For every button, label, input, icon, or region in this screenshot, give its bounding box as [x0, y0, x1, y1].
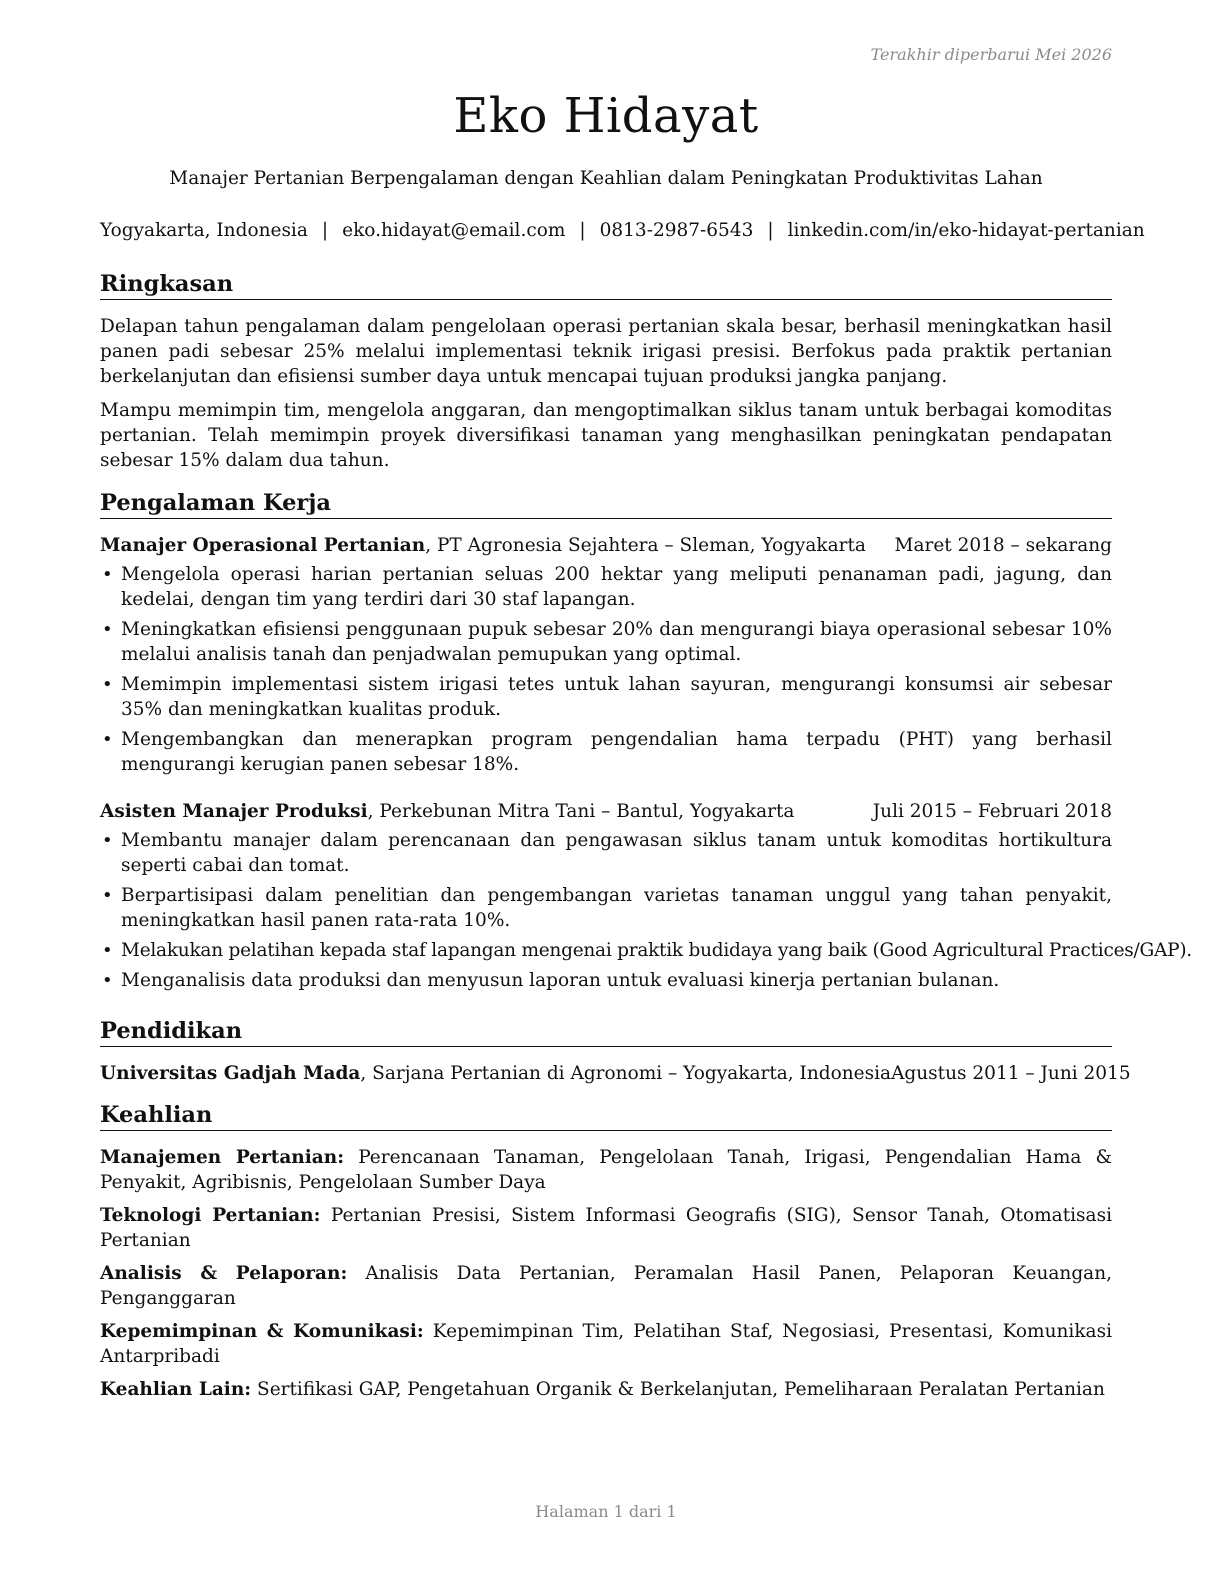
job-bullet — [100, 727, 1112, 777]
bullet-icon: • — [102, 619, 113, 640]
job-organization: , PT Agronesia Sejahtera – Sleman, Yogyakarta — [425, 535, 866, 556]
bullet-icon: • — [102, 970, 113, 991]
job-bullets — [100, 828, 1192, 993]
job-bullet — [100, 968, 1112, 993]
contact-location: Yogyakarta, Indonesia — [100, 220, 308, 241]
bullet-text: Melakukan pelatihan kepada staf lapangan mengenai praktik budidaya yang baik (Good Agricultural Practices/GAP). — [121, 940, 1192, 961]
job-organization: , Perkebunan Mitra Tani – Bantul, Yogyakarta — [367, 801, 795, 822]
job-role: Asisten Manajer Produksi — [100, 801, 368, 822]
bullet-icon: • — [102, 940, 113, 961]
resume-page — [100, 0, 1192, 1584]
skill-row — [100, 1377, 1112, 1402]
contact-email[interactable]: eko.hidayat@email.com — [342, 220, 566, 241]
contact-separator: | — [579, 220, 586, 241]
bullet-text: Menganalisis data produksi dan menyusun laporan untuk evaluasi kinerja pertanian bulanan. — [121, 970, 1000, 991]
section-title-summary: Ringkasan — [100, 271, 1112, 300]
job-role: Manajer Operasional Pertanian — [100, 535, 426, 556]
skill-label: Teknologi Pertanian: — [100, 1205, 321, 1226]
bullet-icon: • — [102, 830, 113, 851]
education-degree: , Sarjana Pertanian di Agronomi – Yogyakarta, Indonesia — [360, 1063, 892, 1084]
contact-separator: | — [767, 220, 774, 241]
skill-value: Sertifikasi GAP, Pengetahuan Organik & Berkelanjutan, Pemeliharaan Peralatan Pertanian — [257, 1379, 1105, 1400]
skill-row — [100, 1203, 1112, 1253]
bullet-text: Meningkatkan efisiensi penggunaan pupuk sebesar 20% dan mengurangi biaya operasional sebesar 10% melalui analisis tanah dan penjadwalan pemupukan yang optimal. — [121, 619, 1112, 665]
job-header — [100, 533, 1112, 558]
job-bullet — [100, 562, 1112, 612]
bullet-text: Mengelola operasi harian pertanian seluas 200 hektar yang meliputi penanaman padi, jagung, dan kedelai, dengan tim yang terdiri dari 30 staf lapangan. — [121, 564, 1112, 610]
education-section — [100, 1018, 1131, 1090]
job-bullet — [100, 883, 1112, 933]
section-title-education: Pendidikan — [100, 1018, 1112, 1047]
candidate-name: Eko Hidayat — [453, 88, 759, 144]
contact-linkedin[interactable]: linkedin.com/in/eko-hidayat-pertanian — [787, 220, 1145, 241]
job-dates: Maret 2018 – sekarang — [894, 535, 1112, 556]
job-dates: Juli 2015 – Februari 2018 — [872, 801, 1112, 822]
bullet-icon: • — [102, 885, 113, 906]
job-header — [100, 799, 1112, 824]
contact-phone: 0813-2987-6543 — [599, 220, 754, 241]
bullet-text: Berpartisipasi dalam penelitian dan pengembangan varietas tanaman unggul yang tahan penyakit, meningkatkan hasil panen rata-rata 10%. — [121, 885, 1112, 931]
job-bullet — [100, 617, 1112, 667]
skill-row — [100, 1261, 1112, 1311]
bullet-text: Memimpin implementasi sistem irigasi tetes untuk lahan sayuran, mengurangi konsumsi air sebesar 35% dan meningkatkan kualitas produk. — [121, 674, 1112, 720]
education-entry — [100, 1061, 1131, 1086]
bullet-text: Membantu manajer dalam perencanaan dan pengawasan siklus tanam untuk komoditas hortikultura seperti cabai dan tomat. — [121, 830, 1112, 876]
job-bullet — [100, 672, 1112, 722]
tagline: Manajer Pertanian Berpengalaman dengan Keahlian dalam Peningkatan Produktivitas Lahan — [169, 168, 1043, 189]
contact-line — [100, 220, 1145, 241]
job-bullet — [100, 828, 1112, 878]
bullet-icon: • — [102, 729, 113, 750]
page-number: Halaman 1 dari 1 — [535, 1502, 677, 1521]
skill-value: Pertanian Presisi, Sistem Informasi Geografis (SIG), Sensor Tanah, Otomatisasi Pertanian — [100, 1205, 1112, 1251]
job-entry — [100, 533, 1112, 777]
skill-row — [100, 1319, 1112, 1369]
skills-section — [100, 1102, 1112, 1410]
bullet-text: Mengembangkan dan menerapkan program pengendalian hama terpadu (PHT) yang berhasil mengurangi kerugian panen sebesar 18%. — [121, 729, 1112, 775]
section-title-experience: Pengalaman Kerja — [100, 490, 1112, 519]
bullet-icon: • — [102, 564, 113, 585]
skill-label: Kepemimpinan & Komunikasi: — [100, 1321, 424, 1342]
skill-label: Manajemen Pertanian: — [100, 1147, 345, 1168]
skill-label: Keahlian Lain: — [100, 1379, 252, 1400]
summary-paragraph: Delapan tahun pengalaman dalam pengelolaan operasi pertanian skala besar, berhasil meningkatkan hasil panen padi sebesar 25% melalui implementasi teknik irigasi presisi. Berfokus pada praktik pertanian berkelanjutan dan efisiensi sumber daya untuk mencapai tujuan produksi jangka panjang. — [100, 316, 1112, 387]
education-school: Universitas Gadjah Mada — [100, 1063, 361, 1084]
skill-label: Analisis & Pelaporan: — [100, 1263, 348, 1284]
skill-value: Kepemimpinan Tim, Pelatihan Staf, Negosiasi, Presentasi, Komunikasi Antarpribadi — [100, 1321, 1112, 1367]
skill-row — [100, 1145, 1112, 1195]
job-bullets — [100, 562, 1112, 777]
contact-separator: | — [321, 220, 329, 241]
summary-paragraph: Mampu memimpin tim, mengelola anggaran, dan mengoptimalkan siklus tanam untuk berbagai komoditas pertanian. Telah memimpin proyek diversifikasi tanaman yang menghasilkan peningkatan pendapatan sebesar 15% dalam dua tahun. — [100, 400, 1112, 471]
job-entry — [100, 799, 1192, 993]
last-updated: Terakhir diperbarui Mei 2026 — [870, 45, 1112, 64]
summary-section — [100, 271, 1112, 482]
skill-value: Analisis Data Pertanian, Peramalan Hasil Panen, Pelaporan Keuangan, Penganggaran — [100, 1263, 1112, 1309]
skill-value: Perencanaan Tanaman, Pengelolaan Tanah, Irigasi, Pengendalian Hama & Penyakit, Agribisnis, Pengelolaan Sumber Daya — [100, 1147, 1112, 1193]
education-dates: Agustus 2011 – Juni 2015 — [891, 1063, 1131, 1084]
experience-section — [100, 490, 1192, 1015]
bullet-icon: • — [102, 674, 113, 695]
section-title-skills: Keahlian — [100, 1102, 1112, 1131]
job-bullet — [100, 938, 1192, 963]
